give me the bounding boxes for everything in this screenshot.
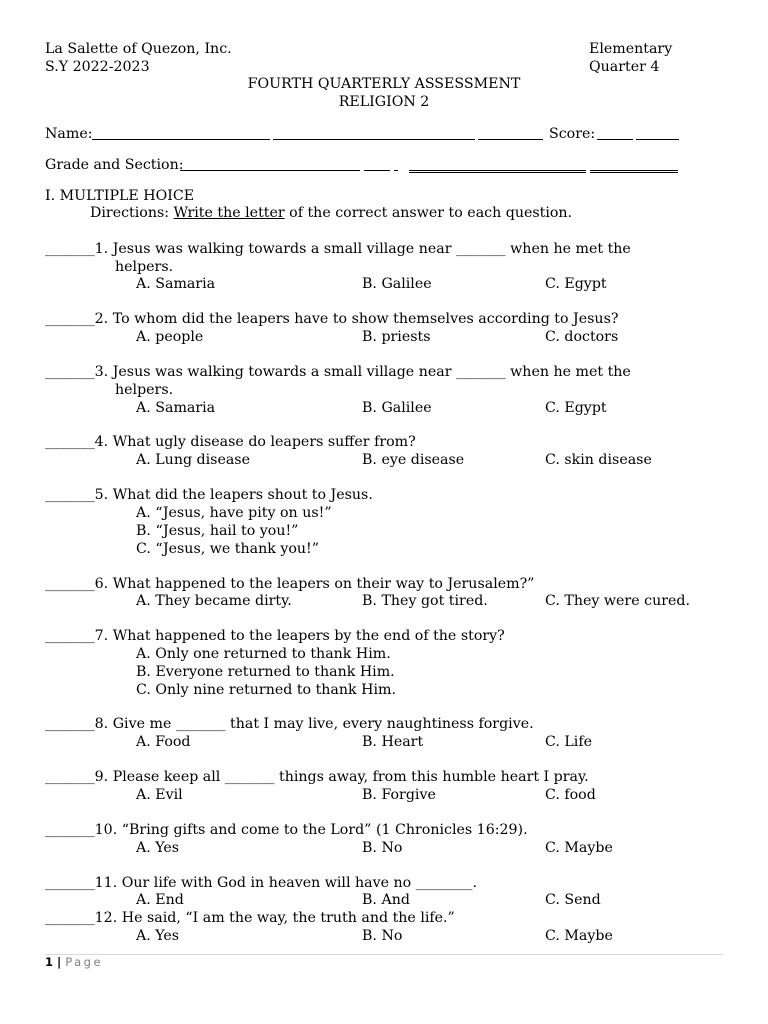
q12-choice-c: C. Maybe (545, 928, 613, 944)
grade-section-line-7 (590, 172, 678, 173)
q8-choice-b: B. Heart (362, 734, 424, 750)
q11-choice-b: B. And (362, 892, 410, 908)
grade-section-line[interactable] (180, 170, 360, 171)
question-1-text: 1. Jesus was walking towards a small village near _______ when he met the (94, 241, 631, 257)
q4-choice-a: A. Lung disease (136, 452, 250, 468)
question-4 (45, 433, 416, 451)
q5-choice-c: C. “Jesus, we thank you!” (136, 541, 319, 557)
question-7 (45, 627, 505, 645)
q8-choice-a: A. Food (136, 734, 191, 750)
question-3-text: 3. Jesus was walking towards a small village near _______ when he met the (94, 364, 631, 380)
directions-prefix: Directions: (90, 205, 174, 221)
question-6 (45, 575, 534, 593)
q11-choice-a: A. End (136, 892, 184, 908)
q5-choice-b: B. “Jesus, hail to you!” (136, 523, 299, 539)
question-10 (45, 821, 528, 839)
grade-section-line-4 (409, 170, 586, 171)
directions-suffix: of the correct answer to each question. (284, 205, 573, 221)
q7-choice-b: B. Everyone returned to thank Him. (136, 664, 395, 680)
grade-section-line-2 (364, 170, 390, 171)
q6-choice-b: B. They got tired. (362, 593, 488, 609)
question-5 (45, 486, 373, 504)
assessment-title: FOURTH QUARTERLY ASSESSMENT (247, 76, 521, 92)
question-5-text: 5. What did the leapers shout to Jesus. (94, 487, 373, 503)
q10-choice-c: C. Maybe (545, 840, 613, 856)
answer-blank-3[interactable]: _______ (45, 364, 95, 380)
grade-section-line-6 (409, 172, 586, 173)
q4-choice-b: B. eye disease (362, 452, 465, 468)
question-10-text: 10. “Bring gifts and come to the Lord” (1 Chronicles 16:29). (94, 822, 528, 838)
grade-section-line-3 (394, 170, 398, 171)
q7-choice-c: C. Only nine returned to thank Him. (136, 682, 397, 698)
answer-blank-8[interactable]: _______ (45, 716, 95, 732)
question-8-text: 8. Give me _______ that I may live, every naughtiness forgive. (94, 716, 534, 732)
answer-blank-11[interactable]: _______ (45, 875, 95, 891)
q8-choice-c: C. Life (545, 734, 592, 750)
question-1 (45, 240, 631, 258)
page-footer (45, 955, 103, 969)
q9-choice-b: B. Forgive (362, 787, 436, 803)
question-11 (45, 874, 477, 892)
q3-choice-a: A. Samaria (136, 400, 216, 416)
question-2 (45, 310, 618, 328)
footer-separator: | (57, 955, 63, 969)
name-line-2 (273, 139, 475, 140)
question-6-text: 6. What happened to the leapers on their way to Jerusalem?” (94, 576, 535, 592)
question-4-text: 4. What ugly disease do leapers suffer from? (94, 434, 416, 450)
question-8 (45, 715, 534, 733)
question-9 (45, 768, 589, 786)
question-3-cont: helpers. (115, 382, 174, 398)
answer-blank-1[interactable]: _______ (45, 241, 95, 257)
name-line[interactable] (92, 139, 270, 140)
q11-choice-c: C. Send (545, 892, 601, 908)
q6-choice-c: C. They were cured. (545, 593, 690, 609)
q12-choice-b: B. No (362, 928, 403, 944)
school-year: S.Y 2022-2023 (45, 59, 150, 75)
q3-choice-b: B. Galilee (362, 400, 432, 416)
q5-choice-a: A. “Jesus, have pity on us!” (136, 505, 332, 521)
answer-blank-5[interactable]: _______ (45, 487, 95, 503)
q1-choice-b: B. Galilee (362, 276, 432, 292)
q12-choice-a: A. Yes (136, 928, 180, 944)
question-9-text: 9. Please keep all _______ things away, from this humble heart I pray. (94, 769, 589, 785)
directions-emphasis: Write the letter (173, 205, 285, 221)
q6-choice-a: A. They became dirty. (136, 593, 292, 609)
section-title: I. MULTIPLE HOICE (45, 188, 195, 204)
grade-level: Elementary (589, 41, 673, 57)
answer-blank-12[interactable]: _______ (45, 910, 95, 926)
q10-choice-b: B. No (362, 840, 403, 856)
question-1-cont: helpers. (115, 259, 174, 275)
question-12-text: 12. He said, “I am the way, the truth and the life.” (94, 910, 455, 926)
q2-choice-c: C. doctors (545, 329, 619, 345)
q2-choice-b: B. priests (362, 329, 431, 345)
question-7-text: 7. What happened to the leapers by the end of the story? (94, 628, 505, 644)
q10-choice-a: A. Yes (136, 840, 180, 856)
q9-choice-c: C. food (545, 787, 596, 803)
question-11-text: 11. Our life with God in heaven will have no ________. (94, 875, 477, 891)
answer-blank-2[interactable]: _______ (45, 311, 95, 327)
q7-choice-a: A. Only one returned to thank Him. (136, 646, 391, 662)
question-3 (45, 363, 631, 381)
answer-blank-7[interactable]: _______ (45, 628, 95, 644)
q4-choice-c: C. skin disease (545, 452, 652, 468)
answer-blank-10[interactable]: _______ (45, 822, 95, 838)
page-label: Page (65, 955, 104, 969)
answer-blank-9[interactable]: _______ (45, 769, 95, 785)
directions (90, 204, 572, 222)
quarter: Quarter 4 (589, 59, 660, 75)
question-2-text: 2. To whom did the leapers have to show themselves according to Jesus? (94, 311, 619, 327)
subject-title: RELIGION 2 (338, 94, 430, 110)
q9-choice-a: A. Evil (136, 787, 183, 803)
answer-blank-4[interactable]: _______ (45, 434, 95, 450)
grade-section-label: Grade and Section: (45, 157, 184, 173)
score-line[interactable] (597, 139, 633, 140)
grade-section-line-5 (590, 170, 678, 171)
q2-choice-a: A. people (136, 329, 204, 345)
score-label: Score: (549, 126, 596, 142)
name-label: Name: (45, 126, 93, 142)
q1-choice-a: A. Samaria (136, 276, 216, 292)
page-number: 1 (45, 955, 55, 969)
footer-divider (45, 954, 723, 955)
score-line-2 (636, 139, 679, 140)
q1-choice-c: C. Egypt (545, 276, 607, 292)
q3-choice-c: C. Egypt (545, 400, 607, 416)
question-12 (45, 909, 455, 927)
answer-blank-6[interactable]: _______ (45, 576, 95, 592)
school-name: La Salette of Quezon, Inc. (45, 41, 232, 57)
name-line-3 (478, 139, 543, 140)
